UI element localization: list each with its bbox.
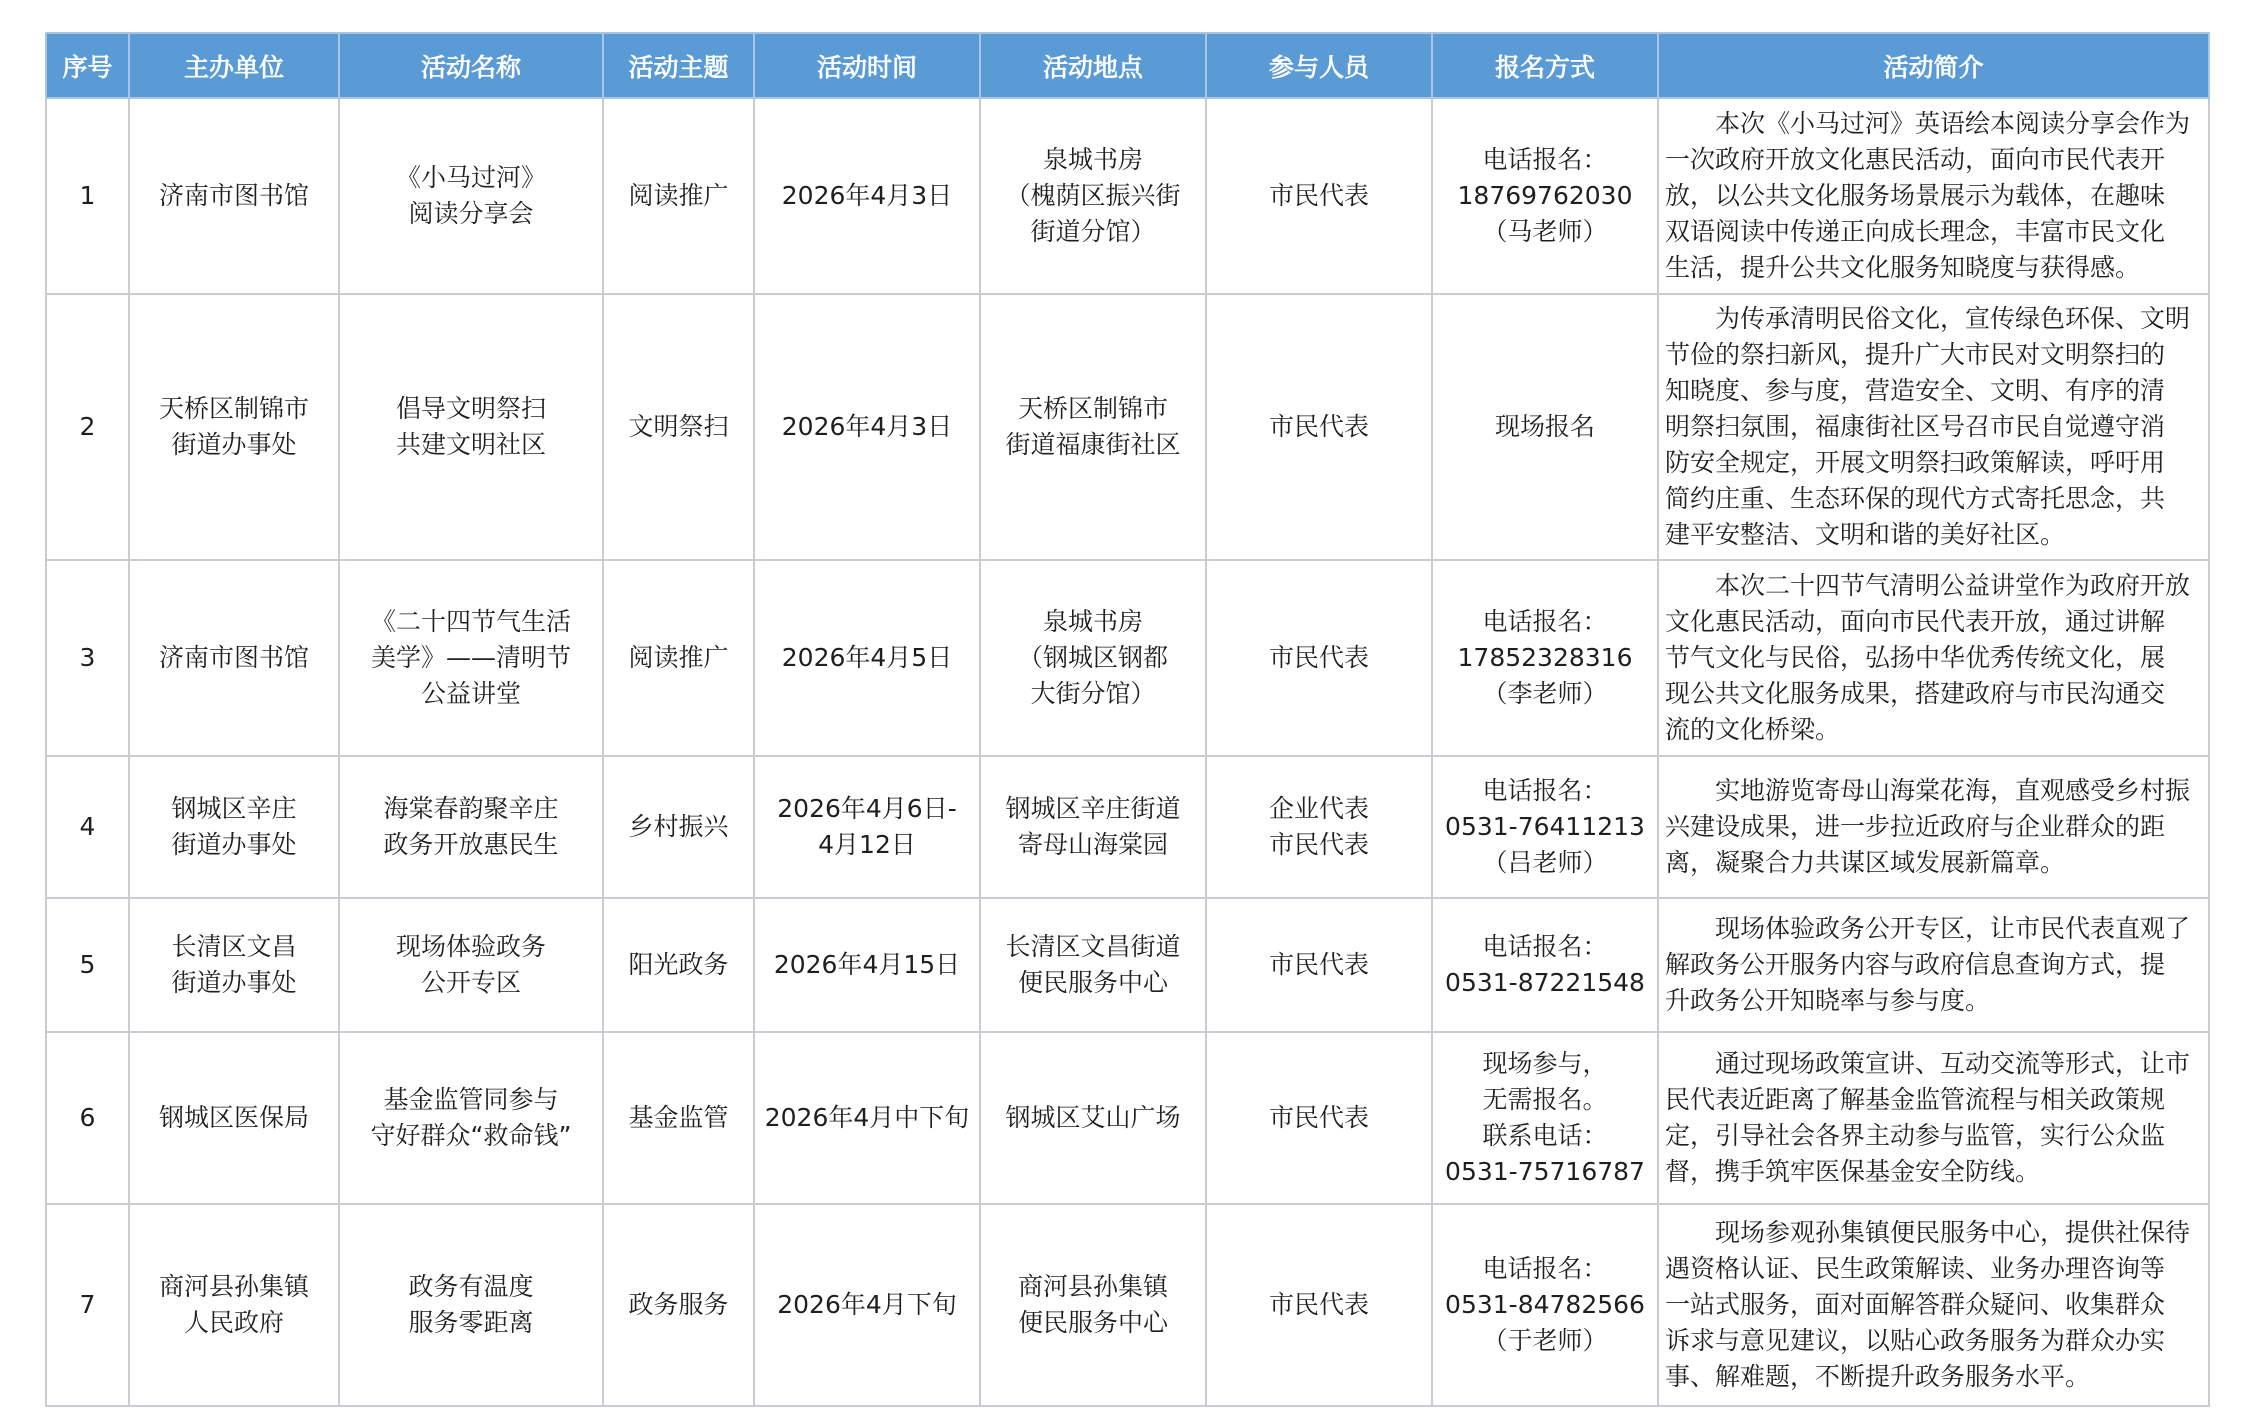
cell-time-lines [755,178,979,214]
cell-theme: 阳光政务 [603,898,754,1032]
cell-time-lines [755,1100,979,1136]
cell-people [1206,756,1432,898]
cell-activity-name-line: 倡导文明祭扫 [395,394,546,423]
cell-signup-lines [1433,773,1657,881]
cell-people-lines [1207,640,1431,676]
cell-people-line: 市民代表 [1268,1103,1369,1132]
cell-org-line: 长清区文昌 [171,932,297,961]
cell-description-line: 离，凝聚合力共谋区域发展新篇章。 [1665,848,2066,877]
cell-people-lines [1207,791,1431,863]
cell-description-line: 生活，提升公共文化服务知晓度与获得感。 [1665,253,2141,282]
cell-time [754,1032,980,1204]
header-people: 参与人员 [1206,33,1432,98]
cell-place-line: 商河县孙集镇 [1017,1272,1168,1301]
cell-description-line: 诉求与意见建议，以贴心政务服务为群众办实 [1665,1326,2166,1355]
cell-place-lines [981,604,1205,712]
cell-place-lines [981,1100,1205,1136]
cell-people-line: 市民代表 [1268,643,1369,672]
table-header-row [46,33,2209,98]
cell-org [129,1032,339,1204]
cell-activity-name-line: 服务零距离 [408,1308,534,1337]
cell-description [1658,98,2209,294]
cell-signup-line: 电话报名： [1482,932,1608,961]
cell-signup-line: 联系电话： [1482,1121,1608,1150]
cell-signup [1432,898,1658,1032]
cell-org-lines [130,178,338,214]
cell-signup-lines [1433,1046,1657,1190]
cell-time-line: 2026年4月3日 [781,181,953,210]
cell-place-line: 钢城区艾山广场 [1005,1103,1181,1132]
cell-activity-name [339,1204,603,1406]
cell-description-lines [1665,773,2202,881]
cell-no: 1 [46,98,129,294]
cell-signup-line: 0531-76411213 [1445,812,1645,841]
cell-place [980,1032,1206,1204]
cell-description-lines [1665,911,2202,1019]
cell-place-line: （槐荫区振兴街 [1005,181,1181,210]
cell-description-lines [1665,1046,2202,1190]
activity-table [45,32,2210,1407]
cell-people-line: 市民代表 [1268,412,1369,441]
cell-people-lines [1207,1287,1431,1323]
cell-description-line: 简约庄重、生态环保的现代方式寄托思念，共 [1665,484,2166,513]
cell-org-line: 济南市图书馆 [158,181,309,210]
cell-people [1206,1204,1432,1406]
cell-description-line: 现场体验政务公开专区，让市民代表直观了 [1715,914,2191,943]
cell-activity-name-line: 《小马过河》 [395,163,546,192]
cell-no: 5 [46,898,129,1032]
activity-table-container [45,32,2208,1407]
cell-activity-name [339,560,603,756]
cell-description-line: 为传承清明民俗文化，宣传绿色环保、文明 [1715,304,2191,333]
cell-people-lines [1207,409,1431,445]
cell-description-lines [1665,568,2202,748]
cell-activity-name-lines [340,929,602,1001]
cell-place [980,756,1206,898]
cell-description [1658,756,2209,898]
cell-org-line: 天桥区制锦市 [158,394,309,423]
cell-signup [1432,294,1658,560]
cell-time [754,756,980,898]
header-org: 主办单位 [129,33,339,98]
header-time: 活动时间 [754,33,980,98]
header-theme: 活动主题 [603,33,754,98]
cell-time-lines [755,640,979,676]
cell-place [980,560,1206,756]
cell-signup-line: 电话报名： [1482,776,1608,805]
cell-activity-name-lines [340,391,602,463]
cell-no: 4 [46,756,129,898]
cell-time-line: 2026年4月5日 [781,643,953,672]
cell-people [1206,898,1432,1032]
cell-place-lines [981,391,1205,463]
cell-time-lines [755,791,979,863]
cell-signup-line: 0531-75716787 [1445,1157,1645,1186]
cell-signup [1432,1032,1658,1204]
cell-org [129,294,339,560]
cell-description-line: 流的文化桥梁。 [1665,715,1841,744]
cell-place-line: 钢城区辛庄街道 [1005,794,1181,823]
cell-place-line: （钢城区钢都 [1017,643,1168,672]
cell-org-lines [130,1269,338,1341]
cell-activity-name-line: 海棠春韵聚辛庄 [383,794,559,823]
cell-activity-name-line: 阅读分享会 [408,199,534,228]
cell-activity-name-lines [340,1269,602,1341]
cell-signup-line: 现场参与， [1482,1049,1608,1078]
cell-description-line: 双语阅读中传递正向成长理念，丰富市民文化 [1665,217,2166,246]
cell-org [129,1204,339,1406]
table-row [46,898,2209,1032]
cell-people [1206,1032,1432,1204]
cell-activity-name-lines [340,791,602,863]
cell-activity-name-line: 《二十四节气生活 [370,607,571,636]
cell-signup-line: 电话报名： [1482,145,1608,174]
cell-place-line: 街道分馆） [1030,217,1156,246]
cell-org-lines [130,391,338,463]
cell-org-lines [130,640,338,676]
cell-org-line: 人民政府 [183,1308,284,1337]
cell-activity-name-lines [340,1082,602,1154]
cell-description [1658,1204,2209,1406]
cell-time-line: 2026年4月下旬 [777,1290,957,1319]
cell-description-lines [1665,301,2202,553]
cell-description-line: 现公共文化服务成果，搭建政府与市民沟通交 [1665,679,2166,708]
cell-signup-line: 18769762030 [1457,181,1633,210]
cell-activity-name-line: 公益讲堂 [420,679,521,708]
cell-signup [1432,756,1658,898]
cell-activity-name-line: 公开专区 [420,968,521,997]
cell-place-lines [981,929,1205,1001]
cell-theme: 阅读推广 [603,560,754,756]
cell-activity-name-line: 政务有温度 [408,1272,534,1301]
cell-people-line: 市民代表 [1268,181,1369,210]
cell-place [980,294,1206,560]
cell-signup [1432,98,1658,294]
cell-people-line: 市民代表 [1268,830,1369,859]
cell-signup-line: 0531-87221548 [1445,968,1645,997]
header-name: 活动名称 [339,33,603,98]
cell-time-line: 2026年4月中下旬 [764,1103,970,1132]
cell-place [980,898,1206,1032]
cell-description-line: 现场参观孙集镇便民服务中心，提供社保待 [1715,1218,2191,1247]
cell-activity-name-line: 现场体验政务 [395,932,546,961]
cell-description-line: 知晓度、参与度，营造安全、文明、有序的清 [1665,376,2166,405]
cell-time-lines [755,947,979,983]
cell-place-line: 天桥区制锦市 [1017,394,1168,423]
cell-place-line: 寄母山海棠园 [1017,830,1168,859]
cell-description-line: 节气文化与民俗，弘扬中华优秀传统文化，展 [1665,643,2166,672]
cell-place-line: 便民服务中心 [1017,968,1168,997]
cell-signup-line: （李老师） [1482,679,1608,708]
cell-description-lines [1665,1215,2202,1395]
cell-description-line: 升政务公开知晓率与参与度。 [1665,986,1991,1015]
cell-place-line: 泉城书房 [1042,145,1143,174]
table-row [46,294,2209,560]
cell-signup-line: 无需报名。 [1482,1085,1608,1114]
cell-time-line: 4月12日 [818,830,916,859]
cell-signup-line: （于老师） [1482,1326,1608,1355]
cell-signup [1432,560,1658,756]
cell-people [1206,98,1432,294]
cell-people-line: 市民代表 [1268,1290,1369,1319]
cell-description-line: 节俭的祭扫新风，提升广大市民对文明祭扫的 [1665,340,2166,369]
cell-time [754,560,980,756]
cell-signup-lines [1433,604,1657,712]
cell-description-line: 实地游览寄母山海棠花海，直观感受乡村振 [1715,776,2191,805]
cell-place-line: 街道福康街社区 [1005,430,1181,459]
cell-no: 2 [46,294,129,560]
cell-place-line: 便民服务中心 [1017,1308,1168,1337]
cell-org [129,898,339,1032]
cell-activity-name-line: 政务开放惠民生 [383,830,559,859]
cell-theme: 乡村振兴 [603,756,754,898]
cell-description-line: 防安全规定，开展文明祭扫政策解读，呼吁用 [1665,448,2166,477]
cell-description-line: 明祭扫氛围，福康街社区号召市民自觉遵守消 [1665,412,2166,441]
cell-description-line: 建平安整洁、文明和谐的美好社区。 [1665,520,2066,549]
cell-activity-name-line: 共建文明社区 [395,430,546,459]
header-no: 序号 [46,33,129,98]
cell-people-line: 市民代表 [1268,950,1369,979]
cell-org-lines [130,1100,338,1136]
cell-place-lines [981,791,1205,863]
cell-org-lines [130,791,338,863]
cell-org-line: 街道办事处 [171,830,297,859]
cell-description-line: 本次二十四节气清明公益讲堂作为政府开放 [1715,571,2191,600]
header-place: 活动地点 [980,33,1206,98]
cell-description-line: 兴建设成果，进一步拉近政府与企业群众的距 [1665,812,2166,841]
cell-description-lines [1665,106,2202,286]
cell-place-line: 泉城书房 [1042,607,1143,636]
cell-place [980,98,1206,294]
cell-time-lines [755,409,979,445]
cell-signup-line: （马老师） [1482,217,1608,246]
cell-time [754,98,980,294]
cell-people [1206,560,1432,756]
cell-signup-line: （吕老师） [1482,848,1608,877]
cell-time-line: 2026年4月15日 [773,950,961,979]
cell-theme: 基金监管 [603,1032,754,1204]
cell-place-lines [981,1269,1205,1341]
cell-signup-line: 17852328316 [1457,643,1633,672]
cell-theme: 政务服务 [603,1204,754,1406]
cell-signup-line: 电话报名： [1482,607,1608,636]
cell-signup-line: 电话报名： [1482,1254,1608,1283]
cell-description-line: 通过现场政策宣讲、互动交流等形式，让市 [1715,1049,2191,1078]
cell-org [129,756,339,898]
cell-description [1658,1032,2209,1204]
table-body [46,98,2209,1406]
cell-people [1206,294,1432,560]
cell-description-line: 文化惠民活动，面向市民代表开放，通过讲解 [1665,607,2166,636]
cell-no: 3 [46,560,129,756]
cell-description-line: 一站式服务，面对面解答群众疑问、收集群众 [1665,1290,2166,1319]
cell-description [1658,560,2209,756]
cell-org-line: 商河县孙集镇 [158,1272,309,1301]
cell-description-line: 放，以公共文化服务场景展示为载体，在趣味 [1665,181,2166,210]
cell-time [754,294,980,560]
cell-time [754,898,980,1032]
cell-activity-name-line: 基金监管同参与 [383,1085,559,1114]
cell-activity-name-line: 守好群众“救命钱” [370,1121,572,1150]
cell-theme: 文明祭扫 [603,294,754,560]
header-desc: 活动简介 [1658,33,2209,98]
cell-org-line: 街道办事处 [171,968,297,997]
cell-description-line: 事、解难题，不断提升政务服务水平。 [1665,1362,2091,1391]
cell-time-line: 2026年4月6日- [777,794,957,823]
cell-description-line: 定，引导社会各界主动参与监管，实行公众监 [1665,1121,2166,1150]
cell-signup [1432,1204,1658,1406]
cell-activity-name-line: 美学》——清明节 [370,643,571,672]
cell-signup-lines [1433,929,1657,1001]
cell-signup-line: 现场报名 [1494,412,1595,441]
cell-org-line: 济南市图书馆 [158,643,309,672]
table-row [46,1204,2209,1406]
cell-org-line: 钢城区医保局 [158,1103,309,1132]
cell-activity-name-lines [340,604,602,712]
cell-org-line: 街道办事处 [171,430,297,459]
table-row [46,1032,2209,1204]
table-row [46,98,2209,294]
table-row [46,560,2209,756]
cell-place-line: 大街分馆） [1030,679,1156,708]
cell-signup-lines [1433,142,1657,250]
cell-description [1658,898,2209,1032]
cell-people-lines [1207,178,1431,214]
cell-people-line: 企业代表 [1268,794,1369,823]
cell-no: 7 [46,1204,129,1406]
cell-theme: 阅读推广 [603,98,754,294]
cell-description-line: 一次政府开放文化惠民活动，面向市民代表开 [1665,145,2166,174]
cell-time [754,1204,980,1406]
cell-activity-name [339,294,603,560]
cell-org [129,560,339,756]
cell-no: 6 [46,1032,129,1204]
cell-org-line: 钢城区辛庄 [171,794,297,823]
header-signup: 报名方式 [1432,33,1658,98]
cell-activity-name [339,98,603,294]
cell-org-lines [130,929,338,1001]
cell-time-lines [755,1287,979,1323]
cell-signup-line: 0531-84782566 [1445,1290,1645,1319]
cell-people-lines [1207,1100,1431,1136]
cell-signup-lines [1433,1251,1657,1359]
cell-description-line: 解政务公开服务内容与政府信息查询方式，提 [1665,950,2166,979]
cell-people-lines [1207,947,1431,983]
cell-org [129,98,339,294]
cell-description-line: 遇资格认证、民生政策解读、业务办理咨询等 [1665,1254,2166,1283]
cell-description-line: 本次《小马过河》英语绘本阅读分享会作为 [1715,109,2191,138]
cell-signup-lines [1433,409,1657,445]
cell-place-line: 长清区文昌街道 [1005,932,1181,961]
table-row [46,756,2209,898]
cell-description-line: 民代表近距离了解基金监管流程与相关政策规 [1665,1085,2166,1114]
cell-place-lines [981,142,1205,250]
cell-description-line: 督，携手筑牢医保基金安全防线。 [1665,1157,2041,1186]
cell-activity-name [339,1032,603,1204]
cell-activity-name [339,756,603,898]
cell-time-line: 2026年4月3日 [781,412,953,441]
cell-place [980,1204,1206,1406]
cell-activity-name [339,898,603,1032]
cell-activity-name-lines [340,160,602,232]
cell-description [1658,294,2209,560]
